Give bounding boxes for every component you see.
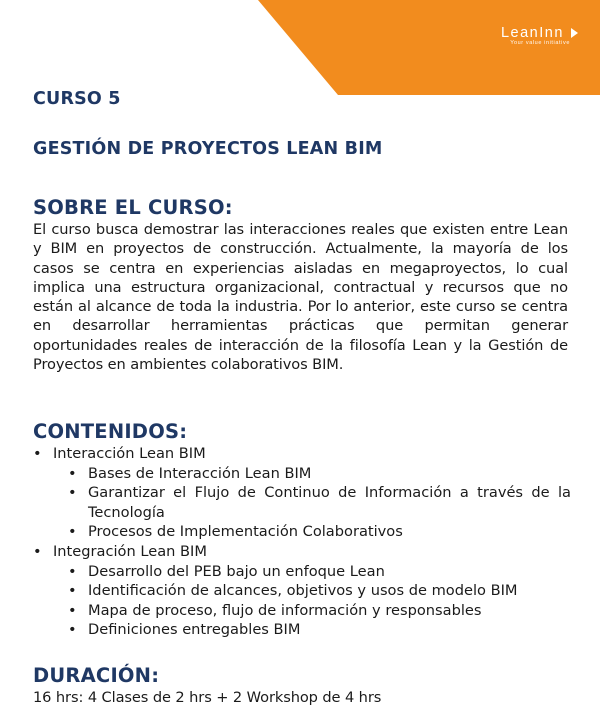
logo-wordmark: LeanInn: [500, 24, 564, 41]
orange-banner: [0, 0, 600, 95]
list-item: [33, 581, 571, 601]
bullet-icon: •: [68, 582, 77, 600]
contents-subsection: [33, 562, 571, 640]
course-title: GESTIÓN DE PROYECTOS LEAN BIM: [33, 139, 383, 159]
list-item: [33, 522, 571, 542]
about-text: El curso busca demostrar las interacciones reales que existen entre Lean y BIM en proyectos de construcción. Actualmente, la mayoría de los casos se centra en experiencias aisladas en megaproyectos, lo cual implica una estructura organizacional, contractual y recursos que no están al alcance de toda la industria. Por lo anterior, este curso se centra en desarrollar herramientas prácticas que permitan generar oportunidades reales de interacción de la filosofía Lean y la Gestión de Proyectos en ambientes colaborativos BIM.: [33, 221, 568, 374]
about-heading: SOBRE EL CURSO:: [33, 196, 233, 219]
duration-heading: DURACIÓN:: [33, 664, 160, 687]
bullet-icon: •: [68, 601, 77, 619]
list-item-label: Identificación de alcances, objetivos y usos de modelo BIM: [88, 582, 518, 600]
play-arrow-icon: [571, 28, 578, 38]
bullet-icon: •: [33, 445, 42, 462]
list-item: [33, 620, 571, 640]
list-item: [33, 562, 571, 582]
contents-section: [33, 542, 571, 562]
bullet-icon: •: [68, 484, 77, 502]
bullet-icon: •: [33, 542, 42, 560]
bullet-icon: •: [68, 621, 77, 639]
bullet-icon: •: [68, 562, 77, 580]
list-item-label: Procesos de Implementación Colaborativos: [88, 523, 403, 541]
section-title: Integración Lean BIM: [53, 542, 207, 560]
bullet-icon: •: [68, 464, 77, 482]
list-item-label: Bases de Interacción Lean BIM: [88, 464, 312, 482]
course-number: CURSO 5: [33, 89, 121, 109]
contents-section: [33, 444, 571, 464]
section-title: Interacción Lean BIM: [53, 445, 206, 462]
contents-heading: CONTENIDOS:: [33, 420, 188, 443]
duration-text: 16 hrs: 4 Clases de 2 hrs + 2 Workshop de 4 hrs: [33, 689, 382, 706]
list-item-label: Desarrollo del PEB bajo un enfoque Lean: [88, 562, 385, 580]
list-item-label: Mapa de proceso, flujo de información y responsables: [88, 601, 482, 619]
list-item-label: Definiciones entregables BIM: [88, 621, 301, 639]
list-item-label: Garantizar el Flujo de Continuo de Información a través de la Tecnología: [88, 484, 571, 521]
list-item: [33, 464, 571, 484]
list-item: [33, 601, 571, 621]
logo-tagline: Your value initiative: [510, 40, 570, 46]
contents-subsection: [33, 464, 571, 542]
leaninn-logo: [501, 22, 578, 46]
contents-list: [33, 444, 571, 640]
list-item: [33, 483, 571, 522]
bullet-icon: •: [68, 523, 77, 541]
